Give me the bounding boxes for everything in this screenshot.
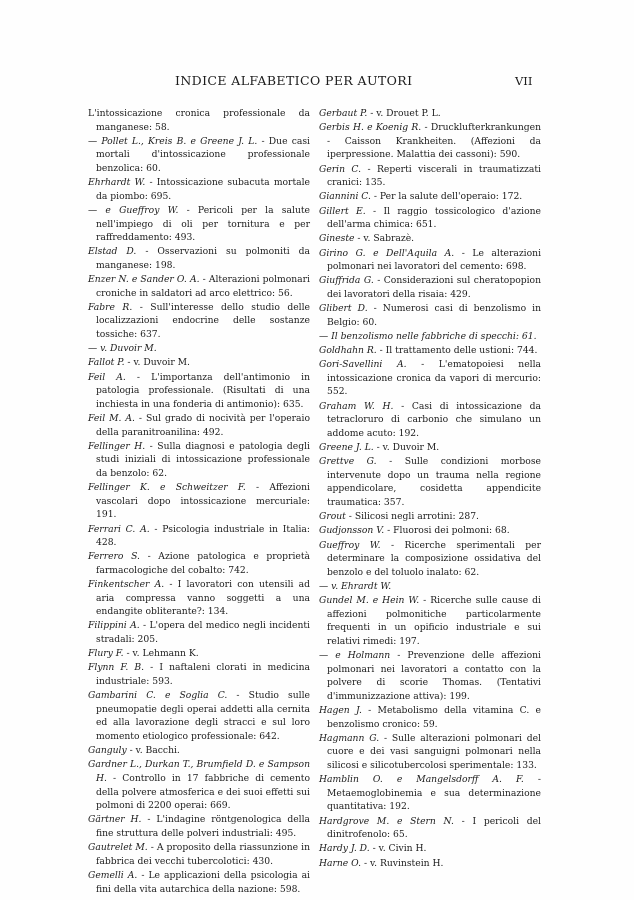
index-entry — [319, 842, 541, 856]
entry-text: - Prevenzione delle affezioni polmonari nei lavoratori a contatto con la polvere di scorie Thomas. (Tentativi d'immunizzazione attiva): 199. — [327, 650, 541, 702]
entry-text: - Metaemoglobinemia e sua determinazione quantitativa: 192. — [327, 774, 541, 813]
entry-author: Fellinger H. — [88, 440, 146, 452]
entry-author: Finkentscher A. — [88, 579, 165, 591]
entry-author: Fellinger K. e Schweitzer F. — [88, 482, 246, 494]
entry-text: - I pericoli del dinitrofenolo: 65. — [327, 815, 541, 841]
entry-text: - Controllo in 17 fabbriche di cemento della polvere atmosferica e dei suoi effetti sui polmoni di 2200 operai: 669. — [96, 772, 310, 812]
index-entry — [88, 481, 310, 522]
entry-author: Feil A. — [88, 371, 126, 383]
index-entry — [88, 661, 310, 688]
entry-author: Ferrari C. A. — [88, 523, 150, 535]
index-entry — [88, 245, 310, 272]
entry-author: Gerin C. — [319, 163, 362, 175]
entry-author: Gerbaut P. — [319, 108, 368, 119]
index-column-right — [319, 107, 541, 871]
entry-author: Flury F. — [88, 648, 124, 660]
index-entry — [319, 121, 541, 162]
index-entry — [319, 107, 541, 121]
entry-author: Glibert D. — [319, 303, 368, 315]
index-entry — [319, 441, 541, 455]
entry-text: - Pericoli per la salute nell'impiego di oli per tornitura e per raffreddamento: 493. — [96, 204, 310, 244]
entry-text: L'intossicazione cronica professionale da manganese: 58. — [88, 108, 310, 133]
entry-author: Gueffroy W. — [319, 539, 381, 551]
entry-text: - Le applicazioni della psicologia ai fini della vita autarchica della nazione: 598. — [96, 869, 310, 895]
entry-text: - Ricerche sperimentali per determinare la composizione ossidativa del benzolo e del toluolo inalato: 62. — [327, 539, 541, 578]
entry-author: Gundel M. e Hein W. — [319, 595, 420, 607]
entry-author: Gautrelet M. — [88, 842, 148, 854]
entry-author: Hardgrove M. e Stern N. — [319, 815, 454, 827]
index-entry — [88, 619, 310, 646]
entry-author: Fallot P. — [88, 357, 125, 369]
index-entry — [88, 578, 310, 619]
entry-author: Flynn F. B. — [88, 662, 145, 674]
entry-text: - Psicologia industriale in Italia: 428. — [96, 523, 311, 549]
entry-author: — Pollet L., Kreis B. e Greene J. L. — [88, 135, 258, 147]
entry-text: - v. Duvoir M. — [124, 357, 190, 369]
index-entry — [88, 647, 310, 661]
entry-author: Filippini A. — [88, 620, 140, 632]
index-entry — [88, 356, 310, 370]
index-entry — [319, 510, 541, 524]
entry-author: Gineste — [319, 233, 355, 245]
index-entry — [88, 523, 310, 550]
index-entry — [319, 524, 541, 538]
entry-author: Gudjonsson V. — [319, 525, 385, 537]
index-entry — [88, 135, 310, 176]
entry-author: Gori-Savellini A. — [319, 359, 407, 371]
entry-text: - Numerosi casi di benzolismo in Belgio: 60. — [327, 303, 542, 328]
entry-text: - Affezioni vascolari dopo intossicazione mercuriale: 191. — [96, 482, 310, 521]
index-entry — [88, 107, 310, 134]
index-entry — [88, 204, 310, 245]
index-entry — [319, 704, 541, 731]
entry-author: — e Holmann — [319, 650, 391, 662]
entry-author: Gambarini C. e Soglia C. — [88, 690, 228, 702]
index-entry — [319, 773, 541, 814]
entry-text: - Sul grado di nocività per l'operaio della paranitroanilina: 492. — [96, 413, 311, 438]
index-column-left — [88, 107, 310, 897]
entry-text: - Studio sulle pneumopatie degli operai addetti alla cernita ed alla lavorazione degli stracci e sul loro momento etiologico professionale: 642. — [96, 690, 310, 742]
entry-text: - Considerazioni sul cheratopopion dei lavoratori della risaia: 429. — [327, 275, 541, 300]
entry-author: Gillert E. — [319, 205, 366, 217]
index-entry — [319, 247, 541, 274]
entry-text: - Silicosi negli arrotini: 287. — [345, 511, 479, 523]
index-entry — [319, 358, 541, 399]
entry-text: - v. Drouet P. L. — [367, 108, 441, 119]
entry-text: - Le alterazioni polmonari nei lavoratori del cemento: 698. — [327, 247, 542, 273]
entry-text: - Fluorosi dei polmoni: 68. — [384, 525, 510, 537]
index-entry — [319, 190, 541, 204]
entry-author: Ferrero S. — [88, 551, 140, 563]
entry-text: - v. Bacchi. — [126, 745, 180, 757]
entry-text: - Osservazioni su polmoniti da manganese: 198. — [96, 246, 310, 271]
entry-text: - Per la salute dell'operaio: 172. — [370, 191, 523, 203]
index-entry — [319, 815, 541, 842]
entry-author: Fabre R. — [88, 301, 133, 313]
entry-author: Ehrhardt W. — [88, 177, 146, 189]
entry-text: - Alterazioni polmonari croniche in saldatori ad arco elettrico: 56. — [96, 274, 310, 299]
index-entry — [319, 163, 541, 190]
index-entry — [88, 689, 310, 743]
index-entry — [319, 274, 541, 301]
index-entry — [88, 412, 310, 439]
entry-text: - v. Sabrazè. — [354, 233, 415, 245]
index-entry — [88, 813, 310, 840]
entry-author: — e Gueffroy W. — [88, 204, 179, 216]
entry-author: Greene J. L. — [319, 441, 374, 453]
index-entry — [88, 744, 310, 758]
entry-text: - Metabolismo della vitamina C. e benzolismo cronico: 59. — [327, 705, 541, 730]
entry-author: — v. Duvoir M. — [88, 343, 157, 355]
index-entry — [319, 580, 541, 594]
index-entry — [319, 330, 541, 344]
entry-author: Giannini C. — [319, 191, 371, 203]
index-entry — [319, 539, 541, 580]
entry-author: Giuffrida G. — [319, 275, 374, 287]
entry-author: Hagen J. — [319, 705, 362, 716]
index-entry — [88, 342, 310, 356]
entry-text: - Intossicazione subacuta mortale da piombo: 695. — [96, 177, 310, 202]
entry-text: - Sulle alterazioni polmonari del cuore e dei vasi sanguigni polmonari nella silicosi e silicotubercolosi sperimentale: 133. — [327, 732, 541, 771]
page-number: VII — [515, 74, 533, 88]
entry-author: Gemelli A. — [88, 869, 138, 881]
entry-text: - L'opera del medico negli incidenti stradali: 205. — [96, 620, 310, 646]
index-entry — [319, 594, 541, 648]
entry-author: — v. Ehrardt W. — [319, 580, 392, 592]
index-entry — [319, 732, 541, 773]
entry-text: - Azione patologica e proprietà farmacologiche del cobalto: 742. — [96, 551, 311, 576]
entry-author: Elstad D. — [88, 246, 137, 258]
entry-text: - L'ematopoiesi nella intossicazione cronica da vapori di mercurio: 552. — [327, 359, 541, 398]
index-entry — [319, 857, 541, 871]
entry-text: - Drucklufterkrankungen - Caisson Krankheiten. (Affezioni da iperpressione. Malattia dei cassoni): 590. — [327, 122, 541, 161]
entry-text: - I lavoratori con utensili ad aria compressa vanno soggetti a una endangite obliterante?: 134. — [96, 579, 310, 618]
entry-author: Enzer N. e Sander O. A. — [88, 274, 200, 286]
entry-author: Hagmann G. — [319, 732, 380, 744]
index-entry — [319, 649, 541, 703]
entry-text: - Due casi mortali d'intossicazione professionale benzolica: 60. — [96, 135, 310, 174]
entry-text: - Sulla diagnosi e patologia degli studi iniziali di intossicazione professionale da benzolo: 62. — [96, 440, 310, 479]
index-entry — [88, 440, 310, 481]
index-entry — [88, 758, 310, 812]
index-entry — [88, 869, 310, 896]
entry-author: Feil M. A. — [88, 413, 135, 424]
index-entry — [319, 302, 541, 329]
entry-text: - L'importanza dell'antimonio in patologia professionale. (Risultati di una inchiesta in una fonderia di antimonio): 635. — [96, 371, 310, 410]
index-entry — [88, 550, 310, 577]
entry-text: - Sull'interesse dello studio delle localizzazioni endocrine delle sostanze tossiche: 637. — [96, 301, 310, 341]
entry-text: - v. Lehmann K. — [123, 648, 199, 660]
entry-text: - A proposito della riassunzione in fabbrica dei vecchi tubercolotici: 430. — [96, 842, 310, 867]
entry-author: Hardy J. D. — [319, 843, 370, 855]
entry-author: Ganguly — [88, 745, 127, 757]
index-entry — [319, 455, 541, 509]
entry-text: - Sulle condizioni morbose intervenute dopo un trauma nella regione appendicolare, cosidetta appendicite traumatica: 357. — [327, 456, 541, 508]
entry-author: Grettve G. — [319, 456, 377, 468]
index-entry — [88, 273, 310, 300]
index-entry — [319, 344, 541, 358]
entry-text: - Reperti viscerali in traumatizzati cranici: 135. — [327, 163, 541, 189]
page-title: INDICE ALFABETICO PER AUTORI — [175, 73, 413, 88]
entry-text: - Il raggio tossicologico d'azione dell'arma chimica: 651. — [327, 205, 541, 231]
entry-author: — Il benzolismo nelle fabbriche di specchi: 61. — [319, 330, 537, 342]
entry-author: Gerbis H. e Koenig R. — [319, 122, 422, 134]
entry-text: - L'indagine röntgenologica della fine struttura delle polveri industriali: 495. — [96, 814, 311, 839]
entry-author: Gardner L., Durkan T., Brumfield D. e Sampson H. — [88, 759, 310, 784]
index-entry — [319, 232, 541, 246]
index-entry — [88, 301, 310, 342]
entry-text: - Il trattamento delle ustioni: 744. — [376, 345, 538, 357]
entry-author: Hamblin O. e Mangelsdorff A. F. — [319, 774, 524, 786]
entry-author: Goldhahn R. — [319, 345, 377, 357]
entry-author: Grout — [319, 511, 346, 523]
entry-text: - I naftaleni clorati in medicina industriale: 593. — [96, 662, 311, 688]
entry-author: Girino G. e Dell'Aquila A. — [319, 247, 455, 259]
index-entry — [88, 176, 310, 203]
entry-text: - v. Civin H. — [369, 843, 427, 855]
entry-author: Graham W. H. — [319, 400, 394, 412]
index-entry — [88, 841, 310, 868]
entry-author: Gärtner H. — [88, 814, 142, 826]
entry-text: - v. Ruvinstein H. — [361, 857, 444, 869]
index-entry — [319, 205, 541, 232]
index-entry — [88, 371, 310, 412]
entry-text: - v. Duvoir M. — [373, 441, 440, 453]
entry-author: Harne O. — [319, 857, 362, 869]
entry-text: - Ricerche sulle cause di affezioni polmonitiche particolarmente frequenti in un opificio industriale e sui relativi rimedi: 197. — [327, 595, 541, 647]
index-entry — [319, 400, 541, 441]
entry-text: - Casi di intossicazione da tetracloruro di carbonio che simulano un addome acuto: 192. — [327, 400, 541, 439]
